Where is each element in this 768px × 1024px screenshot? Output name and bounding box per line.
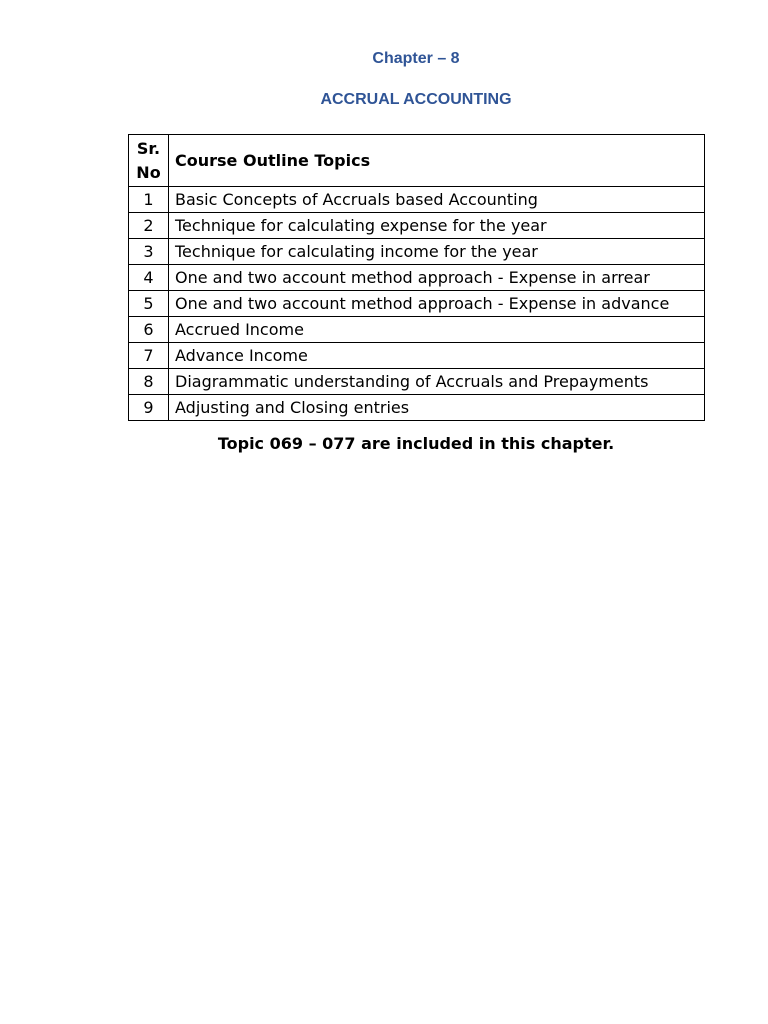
table-header-row bbox=[129, 135, 705, 187]
row-number: 8 bbox=[129, 369, 169, 395]
table-row bbox=[129, 213, 705, 239]
chapter-title: ACCRUAL ACCOUNTING bbox=[320, 91, 512, 108]
row-topic: Basic Concepts of Accruals based Accounting bbox=[169, 187, 705, 213]
chapter-footnote: Topic 069 – 077 are included in this chapter. bbox=[217, 434, 615, 453]
row-topic: Technique for calculating income for the year bbox=[169, 239, 705, 265]
table-row bbox=[129, 369, 705, 395]
table-row bbox=[129, 343, 705, 369]
row-topic: Accrued Income bbox=[169, 317, 705, 343]
row-topic: Advance Income bbox=[169, 343, 705, 369]
row-number: 5 bbox=[129, 291, 169, 317]
row-topic: Diagrammatic understanding of Accruals and Prepayments bbox=[169, 369, 705, 395]
table-row bbox=[129, 265, 705, 291]
table-row bbox=[129, 395, 705, 421]
row-topic: Technique for calculating expense for the year bbox=[169, 213, 705, 239]
table-row bbox=[129, 239, 705, 265]
row-number: 4 bbox=[129, 265, 169, 291]
chapter-number: Chapter – 8 bbox=[372, 50, 460, 67]
row-topic: One and two account method approach - Expense in arrear bbox=[169, 265, 705, 291]
row-number: 1 bbox=[129, 187, 169, 213]
table-row bbox=[129, 291, 705, 317]
course-outline-table bbox=[128, 134, 705, 421]
row-topic: One and two account method approach - Expense in advance bbox=[169, 291, 705, 317]
row-number: 9 bbox=[129, 395, 169, 421]
table-row bbox=[129, 317, 705, 343]
header-topics: Course Outline Topics bbox=[169, 135, 705, 187]
table-row bbox=[129, 187, 705, 213]
row-number: 6 bbox=[129, 317, 169, 343]
row-number: 3 bbox=[129, 239, 169, 265]
header-srno: Sr. No bbox=[129, 135, 169, 187]
row-number: 7 bbox=[129, 343, 169, 369]
row-number: 2 bbox=[129, 213, 169, 239]
row-topic: Adjusting and Closing entries bbox=[169, 395, 705, 421]
